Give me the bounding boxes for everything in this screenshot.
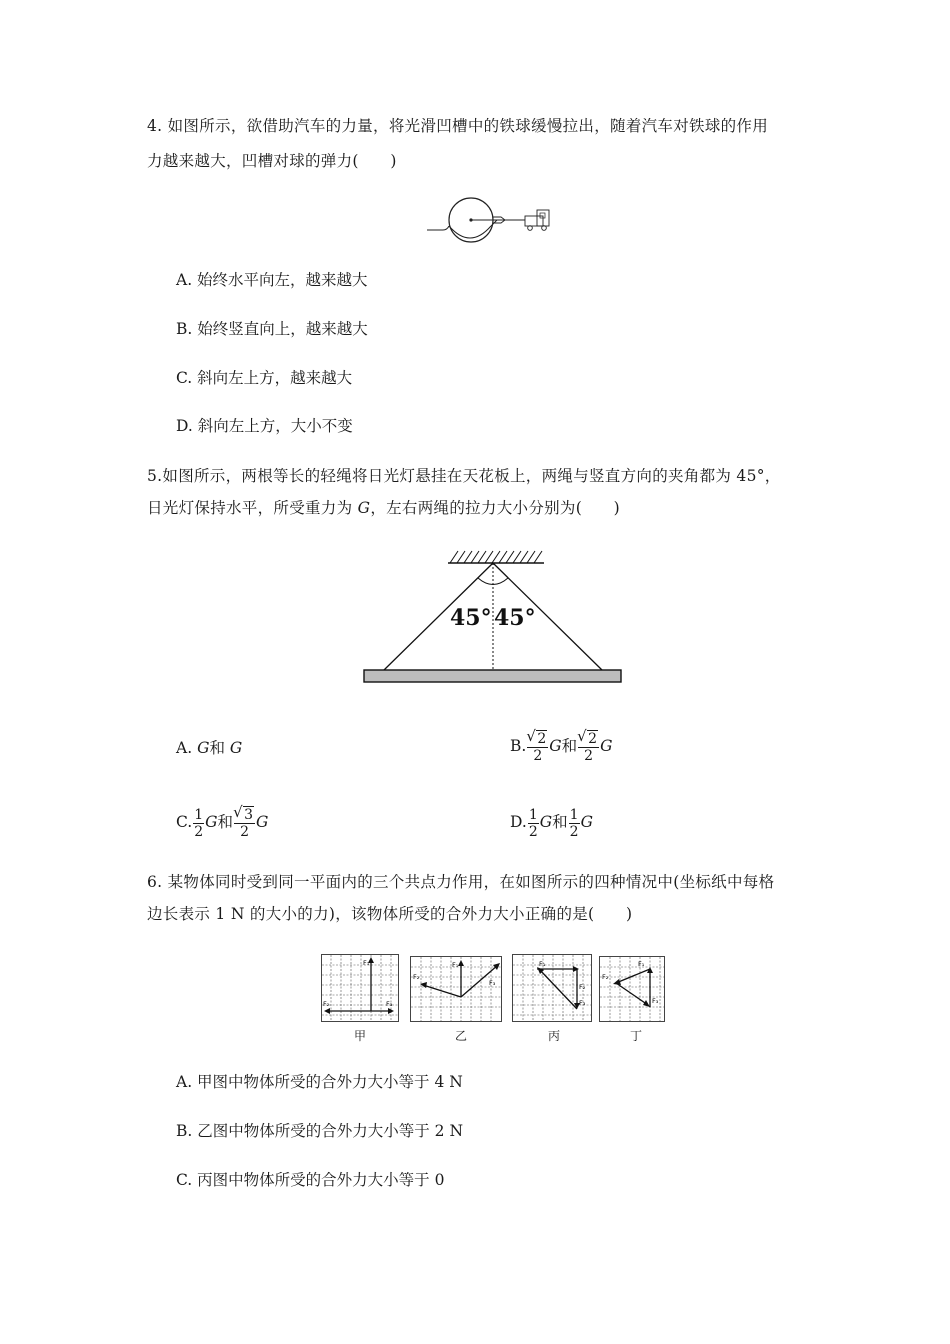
q6-stem-line1: 6. 某物体同时受到同一平面内的三个共点力作用，在如图所示的四种情况中(坐标纸中每格 <box>147 873 775 891</box>
force-label-f3: F₃ <box>386 1000 393 1008</box>
caption-ding: 丁 <box>630 1029 643 1043</box>
q5-option-b[interactable]: B. √ $\frac{2}{2}$ G和 √ $\frac{2}{2}$ G <box>510 726 612 766</box>
q6-figure-ding <box>598 955 668 1025</box>
q5-lamp-figure <box>358 543 626 688</box>
svg-text:F₃: F₃ <box>489 979 496 987</box>
angle-left-label: 45° <box>450 605 492 631</box>
q6-option-c[interactable]: C. 丙图中物体所受的合外力大小等于 0 <box>176 1171 445 1189</box>
caption-bing: 丙 <box>548 1029 561 1043</box>
angle-right-label: 45° <box>494 605 536 631</box>
force-label-f2: F₂ <box>323 1000 330 1008</box>
q6-figure-bing <box>511 953 595 1025</box>
svg-text:F₁: F₁ <box>638 960 645 968</box>
q4-option-c[interactable]: C. 斜向左上方，越来越大 <box>176 369 353 387</box>
svg-text:F₂: F₂ <box>579 983 586 991</box>
q5-option-d[interactable]: D. $\frac{1}{2}$ G和 $\frac{1}{2}$ G <box>510 806 593 840</box>
svg-text:F₃: F₃ <box>652 997 659 1005</box>
caption-yi: 乙 <box>455 1029 468 1043</box>
q5-option-c[interactable]: C. $\frac{1}{2}$ G和 √ $\frac{3}{2}$ G <box>176 802 268 842</box>
q6-option-a[interactable]: A. 甲图中物体所受的合外力大小等于 4 N <box>176 1073 463 1091</box>
svg-text:F₁: F₁ <box>452 961 459 969</box>
q4-stem-line1: 4. 如图所示，欲借助汽车的力量，将光滑凹槽中的铁球缓慢拉出，随着汽车对铁球的作用 <box>147 117 769 135</box>
caption-jia: 甲 <box>354 1029 367 1043</box>
q6-option-b[interactable]: B. 乙图中物体所受的合外力大小等于 2 N <box>176 1122 464 1140</box>
q4-option-d[interactable]: D. 斜向左上方，大小不变 <box>176 417 353 435</box>
q5-stem-line1: 5.如图所示，两根等长的轻绳将日光灯悬挂在天花板上，两绳与竖直方向的夹角都为 45°， <box>147 467 781 485</box>
q6-figure-yi <box>409 955 505 1025</box>
svg-text:F₁: F₁ <box>539 960 546 968</box>
q4-option-a[interactable]: A. 始终水平向左，越来越大 <box>176 271 368 289</box>
q6-figure-jia <box>320 953 402 1025</box>
q4-option-b[interactable]: B. 始终竖直向上，越来越大 <box>176 320 368 338</box>
q6-stem-line2: 边长表示 1 N 的大小的力)，该物体所受的合外力大小正确的是( ) <box>147 905 633 923</box>
svg-text:F₂: F₂ <box>602 973 609 981</box>
force-label-f1: F₁ <box>363 959 370 967</box>
q4-ball-truck-figure <box>425 192 560 244</box>
q5-option-a[interactable]: A. G和 G <box>176 739 243 757</box>
svg-text:F₃: F₃ <box>579 999 586 1007</box>
svg-text:F₂: F₂ <box>413 973 420 981</box>
q4-stem-line2: 力越来越大，凹槽对球的弹力( ) <box>147 152 397 170</box>
q5-stem-line2: 日光灯保持水平，所受重力为 G，左右两绳的拉力大小分别为( ) <box>147 499 621 517</box>
